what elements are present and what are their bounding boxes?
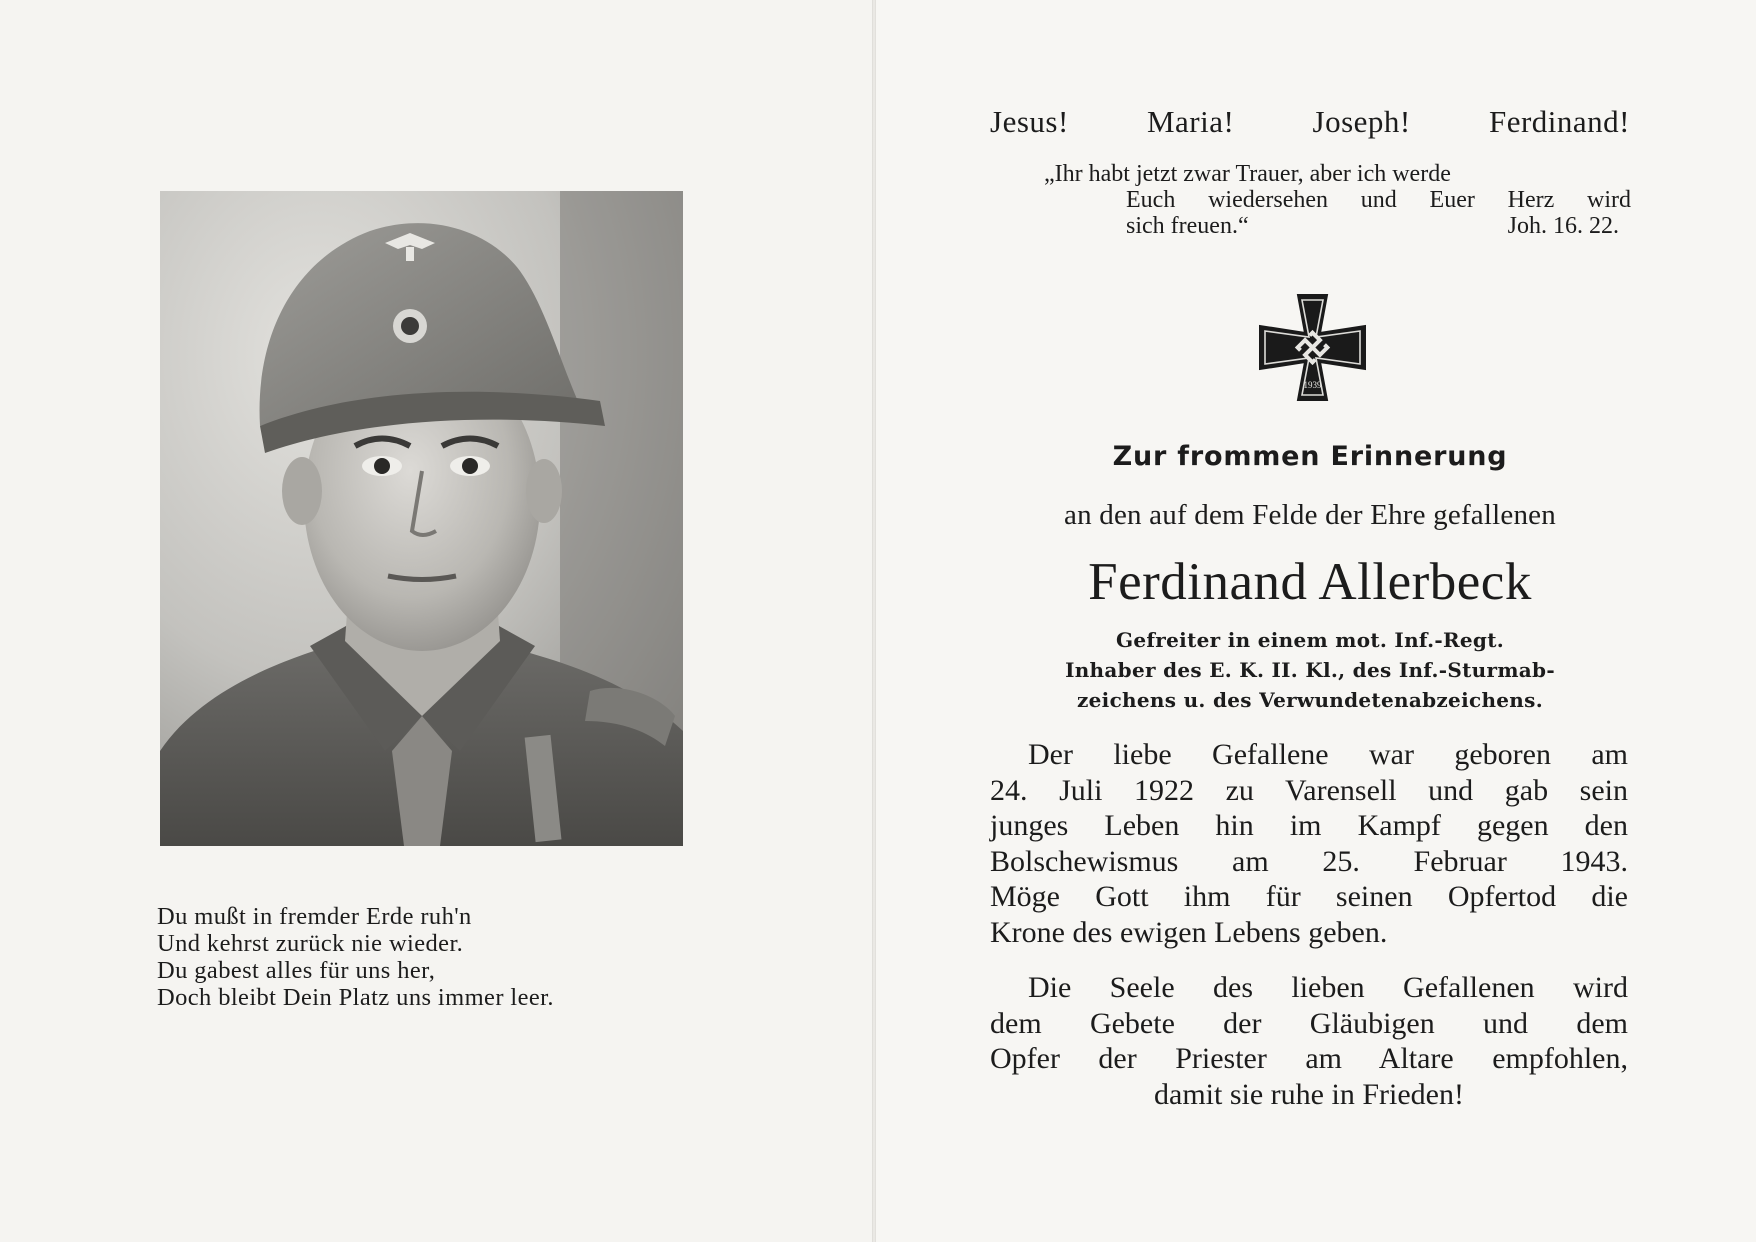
invocation-word: Maria! bbox=[1146, 104, 1235, 139]
quote-citation: Joh. 16. 22. bbox=[1507, 213, 1619, 239]
poem-line: Du gabest alles für uns her, bbox=[157, 957, 436, 984]
poem-line: Du mußt in fremder Erde ruh'n bbox=[157, 903, 472, 930]
biography-line: Möge Gott ihm für seinen Opfertod die bbox=[990, 880, 1628, 913]
biography-paragraph bbox=[990, 737, 1628, 950]
invocation-word: Ferdinand! bbox=[1488, 104, 1630, 139]
rank-line: Gefreiter in einem mot. Inf.-Regt. bbox=[1116, 628, 1504, 652]
quote-last-line bbox=[1044, 213, 1631, 239]
soldier-portrait-photo bbox=[160, 191, 683, 846]
rank-line: Inhaber des E. K. II. Kl., des Inf.-Sturmab- bbox=[1065, 658, 1555, 682]
rank-and-decorations bbox=[990, 625, 1630, 715]
card-fold bbox=[872, 0, 876, 1242]
prayer-line: damit sie ruhe in Frieden! bbox=[1154, 1077, 1464, 1111]
deceased-name: Ferdinand Allerbeck bbox=[1088, 553, 1532, 611]
quote-line: sich freuen.“ bbox=[1126, 213, 1249, 239]
prayer-line: Die Seele des lieben Gefallenen wird bbox=[1028, 971, 1628, 1004]
quote-line: „Ihr habt jetzt zwar Trauer, aber ich werde bbox=[1044, 161, 1451, 187]
cross-year-text: 1939 bbox=[1303, 380, 1322, 390]
prayer-line: dem Gebete der Gläubigen und dem bbox=[990, 1006, 1628, 1040]
invocation-word: Joseph! bbox=[1312, 104, 1411, 139]
poem-line: Doch bleibt Dein Platz uns immer leer. bbox=[157, 984, 554, 1011]
memorial-subheading: an den auf dem Felde der Ehre gefallenen bbox=[1064, 499, 1556, 531]
invocation-line bbox=[990, 104, 1630, 140]
prayer-line: Opfer der Priester am Altare empfohlen, bbox=[990, 1042, 1628, 1075]
rank-line: zeichens u. des Verwundetenabzeichens. bbox=[1077, 688, 1543, 712]
iron-cross-emblem bbox=[1258, 293, 1367, 402]
biography-line: 24. Juli 1922 zu Varensell und gab sein bbox=[990, 773, 1628, 807]
memorial-heading: Zur frommen Erinnerung bbox=[1112, 441, 1508, 472]
memorial-poem bbox=[157, 903, 717, 1011]
poem-line: Und kehrst zurück nie wieder. bbox=[157, 930, 464, 957]
invocation-word: Jesus! bbox=[990, 104, 1069, 139]
biography-line: Krone des ewigen Lebens geben. bbox=[990, 915, 1388, 949]
biography-line: Bolschewismus am 25. Februar 1943. bbox=[990, 844, 1628, 878]
quote-line: Euch wiedersehen und Euer Herz wird bbox=[1126, 187, 1631, 213]
prayer-paragraph bbox=[990, 970, 1628, 1112]
portrait-illustration bbox=[160, 191, 683, 846]
biography-line: junges Leben hin im Kampf gegen den bbox=[990, 809, 1628, 842]
bible-quote bbox=[1044, 161, 1631, 239]
biography-line: Der liebe Gefallene war geboren am bbox=[1028, 738, 1628, 771]
iron-cross-icon bbox=[1258, 293, 1367, 402]
